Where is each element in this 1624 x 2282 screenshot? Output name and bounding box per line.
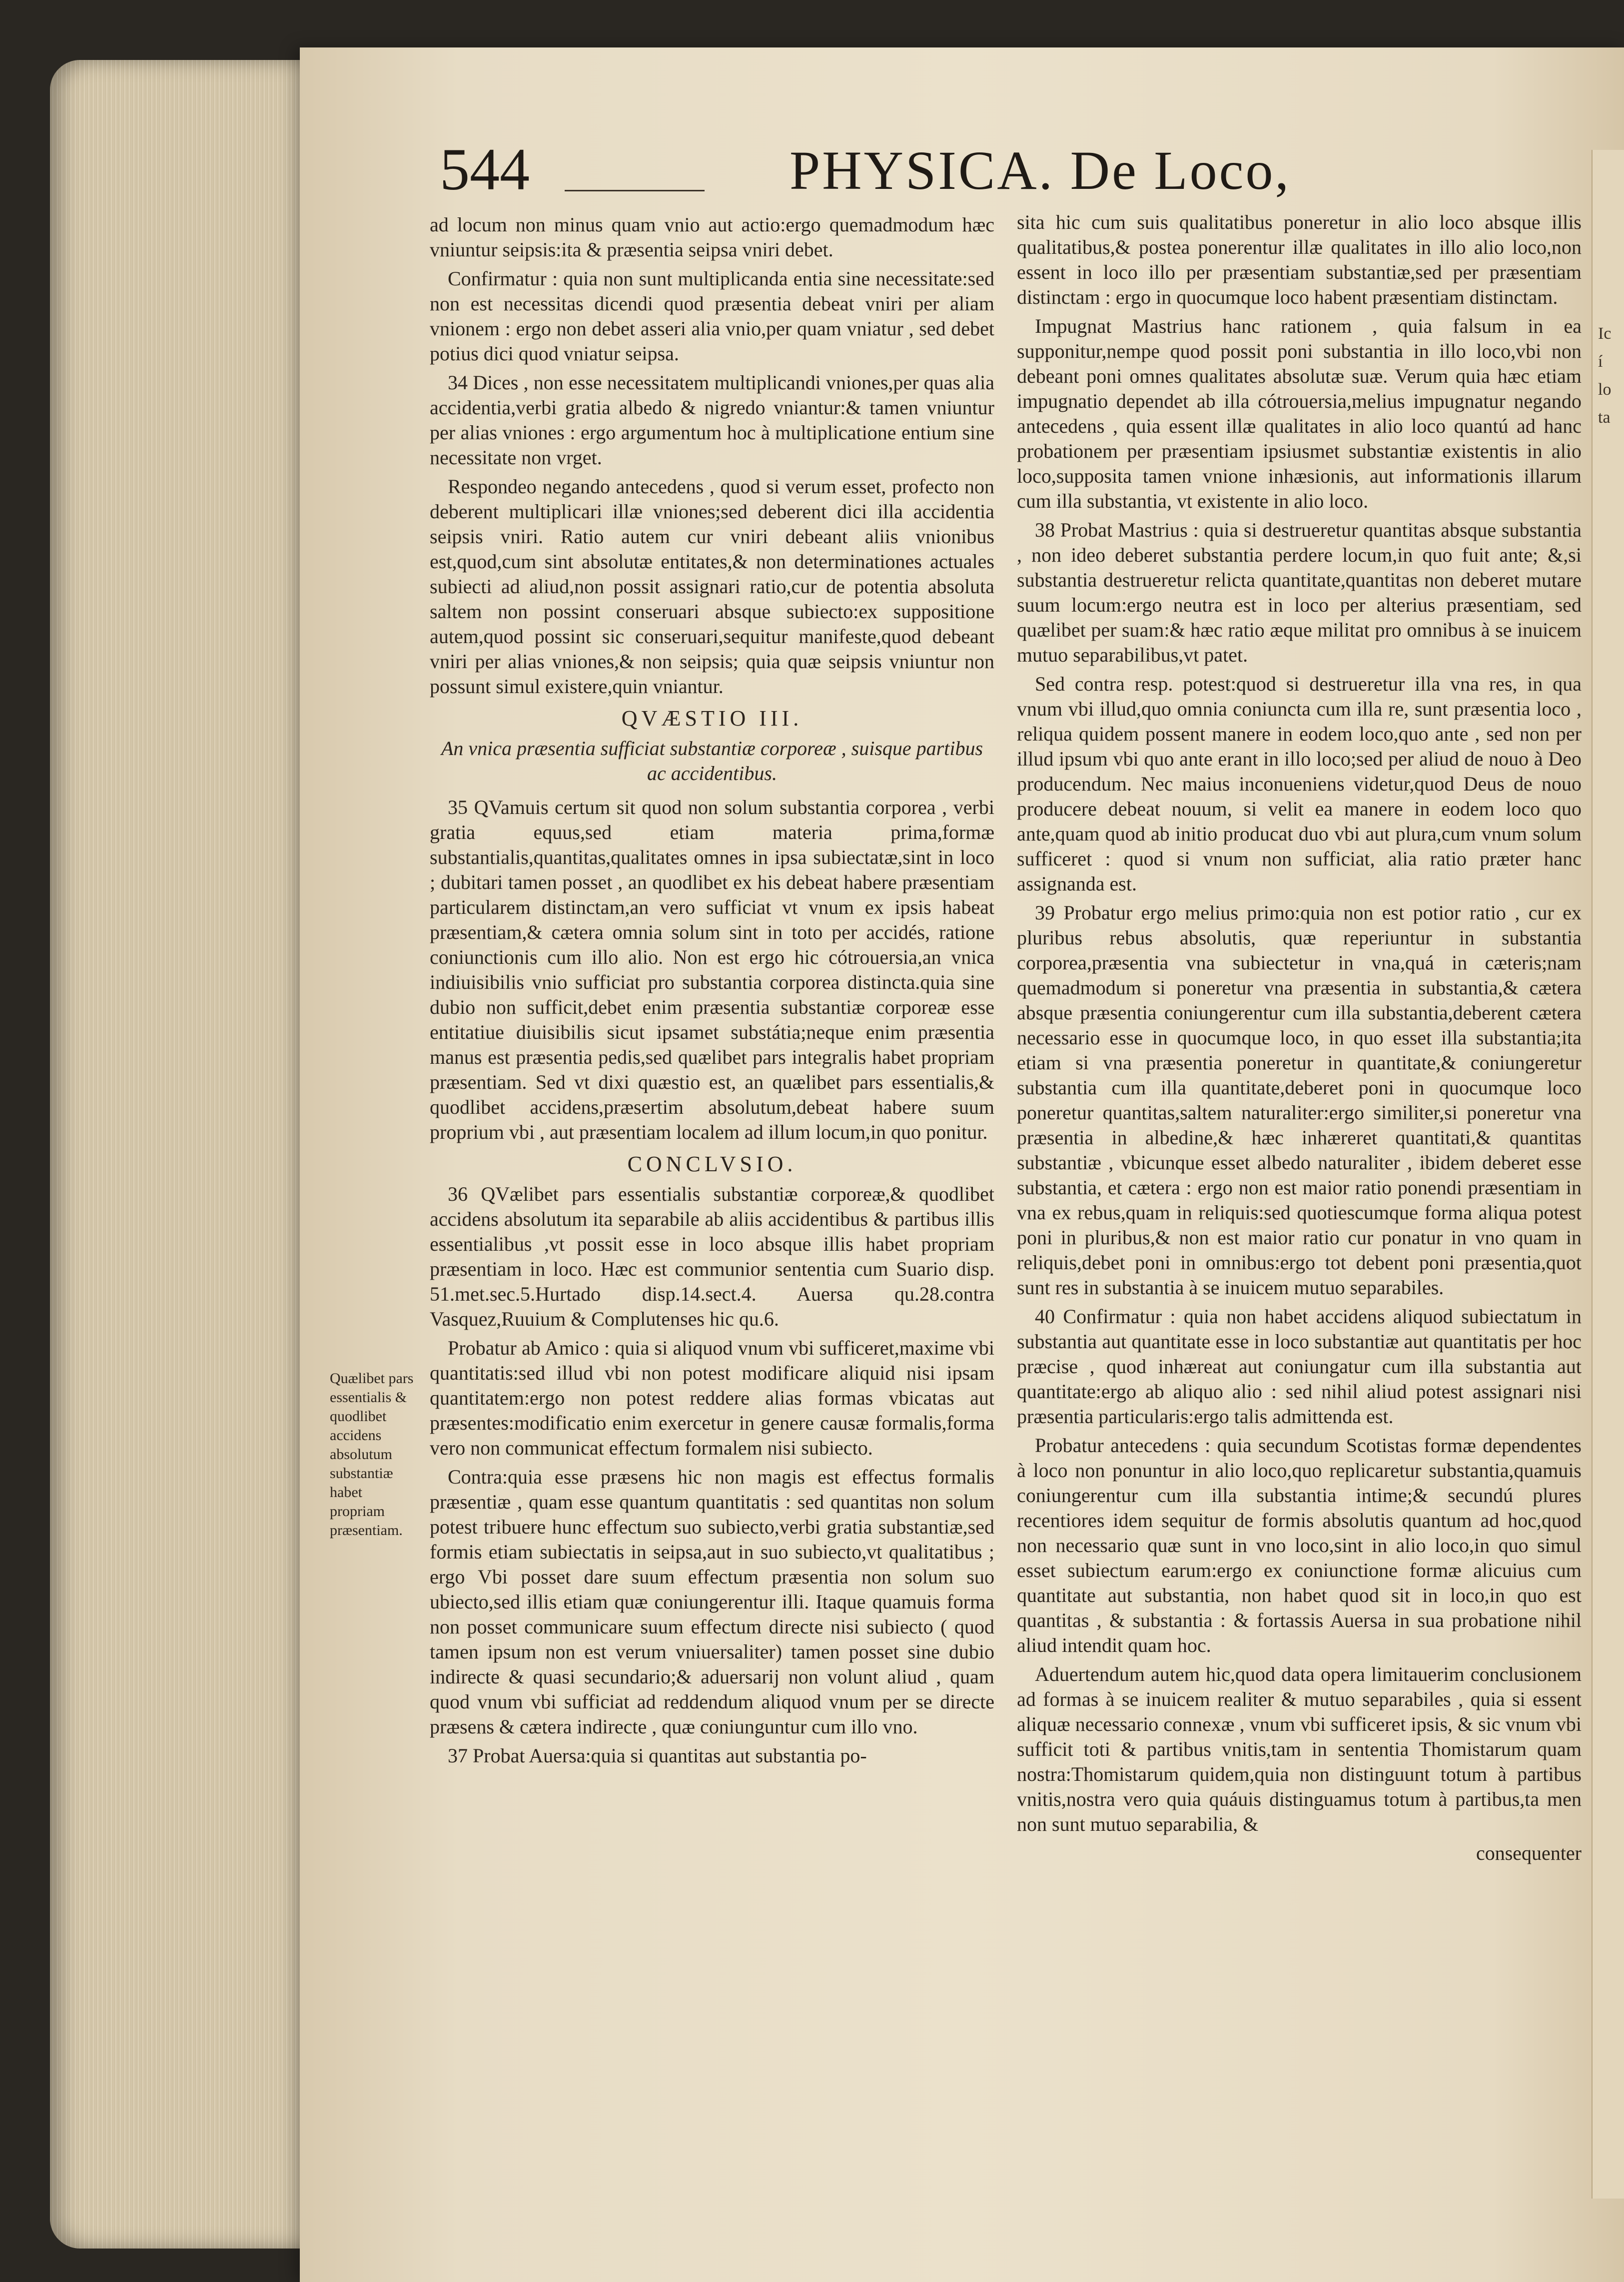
catchword: consequenter: [1476, 1842, 1582, 1864]
paragraph: Contra:quia esse præsens hic non magis est effectus formalis præsentiæ , quam esse quantum quantitatis : sed quantitas non solum potest tribuere hunc effectum suo subiecto,verbi gratia substantiæ,sed formis etiam subiectatis in seipsa,aut in suo subiecto,vt qualitatibus ; ergo Vbi posset dare suum effectum præsentia non solum suo ubiecto,sed illis etiam quæ coniungerentur illi. Itaque quamuis forma non posset communicare suum effectum directe nisi subiecto ( quod tamen ipsum non est verum vniuersaliter) tamen posset sine dubio indirecte & quasi secundario;& aduersarij non volunt aliud , quam quod vnum vbi sufficiat ad reddendum aliquod vnum per se directe præsens & cætera indirecte , quæ coniunguntur cum illo vno.: [430, 1466, 994, 1738]
margin-note: Quælibet pars essentialis & quodlibet accidens absolutum substantiæ habet propriam præsentiam.: [330, 1370, 414, 1538]
facing-page-edge: [1592, 150, 1624, 2199]
paragraph: 40 Confirmatur : quia non habet accidens aliquod subiectatum in substantia aut quantitate esse in loco substantiæ aut quantitatis per hoc præcise , quod inhæreat aut coniungatur cum illa substantia aut quantitate:ergo ab aliquo alio : sed nihil aliud potest assignari nisi præsentia particularis:ergo talis admittenda est.: [1017, 1305, 1582, 1428]
facing-page-fragments: [1598, 320, 1611, 432]
conclusion-heading: CONCLVSIO.: [627, 1152, 797, 1176]
paragraph: Impugnat Mastrius hanc rationem , quia falsum in ea supponitur,nempe quod possit poni substantia in illo loco,vbi non debeant poni omnes qualitates absolutæ suæ. Verum quia hæc etiam impugnatio dependet ab illa cótrouersia,melius impugnatur negando antecedens , quia essent illæ qualitates in alio loco quantú ad hanc probationem per præsentiam ipsiusmet substantiæ existentis in alio loco,supposita tamen vnione inhæsionis, aut informationis illarum cum illa substantia, vt existente in alio loco.: [1017, 315, 1582, 512]
header-rule: [565, 190, 705, 191]
paragraph: Probatur antecedens : quia secundum Scotistas formæ dependentes à loco non ponuntur in alio loco,quo replicaretur substantia,quamuis coniungerentur cum illa substantia intime;& secundú plures recentiores idem sequitur de formis absolutis quantum ad hoc,quod non necessario quæ sunt in vno loco,sint in alio loco,in quo simul esset subiectum earum:ergo ex coniunctione formæ alicuius cum quantitate aut substantia, non habet quod sit in loco,in quo est quantitas , & substantia : & fortassis Auersa in sua probatione nihil aliud intendit quam hoc.: [1017, 1434, 1582, 1656]
running-head: PHYSICA. De Loco,: [790, 140, 1291, 201]
book-page-edges: [50, 60, 310, 2249]
paragraph: Respondeo negando antecedens , quod si verum esset, profecto non deberent multiplicari illæ vniones;sed deberent dici illa accidentia seipsis vniri. Ratio autem cur vniri debeant aliis vnionibus est,quod,cum sint absolutæ entitates,& non determinationes actuales subiecti ad aliud,non possit assignari ratio,cur de potentia absoluta saltem non possint conseruari absque subiecto:ex suppositione autem,quod possint sic conseruari,sequitur manifeste,quod debeant vniri per alias vniones,& non seipsis; quia quæ seipsis vniuntur non possunt simul existere,quin vniantur.: [430, 475, 994, 698]
paragraph: 35 QVamuis certum sit quod non solum substantia corporea , verbi gratia equus,sed etiam materia prima,formæ substantialis,quantitas,qualitates omnes in ipsa subiectatæ,sint in loco ; dubitari tamen posset , an quodlibet ex his debeat habere præsentiam particularem distinctam,an vero sufficiat vt vnum ex ipsis habeat præsentiam,& cætera omnia solum sint in toto per accidés, ratione coniunctionis cum illo alio. Non est ergo hic cótrouersia,an vnica indiuisibilis vnio sufficiat pro substantia corporea distincta.quia sine dubio non sufficit,debet enim præsentia substantiæ corporeæ esse entitatiue diuisibilis sicut ipsamet substátia;neque enim præsentia manus est præsentia pedis,sed quælibet pars integralis habet propriam præsentiam. Sed vt dixi quæstio est, an quælibet pars essentialis,& quodlibet accidens,præsertim absolutum,debeat habere suum proprium vbi , aut præsentiam localem ad illum locum,in quo ponitur.: [430, 796, 994, 1143]
fragment: ta: [1598, 408, 1611, 427]
paragraph: 39 Probatur ergo melius primo:quia non est potior ratio , cur ex pluribus rebus absolutis, quæ reperiuntur in substantia corporea,præsentia vna subiectetur in vna,quá in cæteris;nam quemadmodum si poneretur vna præsentia in substantia,& cætera absque præsentia coniungerentur cum illa substantia,deberent cætera necessario esse in quocumque loco, in quo esset illa substantia;ita etiam si vna præsentia poneretur in quantitate,& coniungeretur substantia cum illa quantitate,deberet poni in quocumque loco poneretur quantitas,saltem naturaliter:ergo similiter,si poneretur vna præsentia in albedine,& hæc inhæreret quantitati,& quantitas substantiæ , vbicunque esset albedo naturaliter , ibidem deberet esse substantia, et cætera : ergo non est maior ratio ponendi præsentiam in vna ex rebus,quam in reliquis:sed quotiescumque forma aliqua potest poni in pluribus,& non est maior ratio cur ponatur in vno quam in reliquis,debet poni in omnibus:ergo tot debent poni præsentia,quot sunt res in substantia à se inuicem mutuo separabiles.: [1017, 901, 1582, 1299]
fragment: í: [1598, 352, 1603, 371]
page-number: 544: [440, 136, 530, 202]
paragraph: Confirmatur : quia non sunt multiplicanda entia sine necessitate:sed non est necessitas dicendi quod præsentia debeat vniri per aliam vnionem : ergo non debet asseri alia vnio,per quam vniatur , sed debet potius dici quod vniatur seipsa.: [430, 267, 994, 365]
paragraph: 37 Probat Auersa:quia si quantitas aut substantia po-: [448, 1744, 867, 1767]
page-header: [440, 135, 1529, 220]
paragraph: Probatur ab Amico : quia si aliquod vnum vbi sufficeret,maxime vbi quantitatis:sed illud vbi non potest modificare aliquid nisi ipsam quantitatem:ergo non potest reddere alias formas vbicatas aut præsentes:modificatio enim exercetur in genere causæ formalis,forma vero non communicat effectum formalem nisi subiecto.: [430, 1337, 994, 1459]
paragraph: 34 Dices , non esse necessitatem multiplicandi vniones,per quas alia accidentia,verbi gratia albedo & nigredo vniantur:& tamen vniuntur per alias vniones : ergo argumentum hoc à multiplicatione entium sine necessitate non vrget.: [430, 371, 994, 469]
paragraph: 36 QVælibet pars essentialis substantiæ corporeæ,& quodlibet accidens absolutum ita separabile ab aliis accidentibus & partibus illis essentialibus ,vt possit esse in loco absque illis habet propriam præsentiam in loco. Hæc est communior sententia cum Suario disp. 51.met.sec.5.Hurtado disp.14.sect.4. Auersa qu.28.contra Vasquez,Ruuium & Complutenses hic qu.6.: [430, 1183, 994, 1330]
paragraph: sita hic cum suis qualitatibus poneretur in alio loco absque illis qualitatibus,& postea ponerentur illæ qualitates in illo alio loco,non essent in loco illo per præsentiam substantiæ,sed per præsentiam distinctam : ergo in quocumque loco habent præsentiam distinctam.: [1017, 211, 1582, 308]
paragraph: ad locum non minus quam vnio aut actio:ergo quemadmodum hæc vniuntur seipsis:ita & præsentia seipsa vniri debet.: [430, 213, 994, 261]
fragment: Ic: [1598, 324, 1612, 343]
paragraph: Sed contra resp. potest:quod si destrueretur illa vna res, in qua vnum vbi illud,quo omnia coniuncta cum illa re, sunt præsentia loco , reliqua quidem possent manere in eodem loco,quo ante , sed non per illud ipsum vbi quo ante erant in illo loco;sed per aliud de nouo à Deo producendum. Nec maius inconueniens videtur,quod Deus de nouo producere debeat nouum, si velit ea manere in eodem loco quo ante,quam quod ab initio producat duo vbi aut plura,cum vnum solum sufficeret : quod si vnum non sufficiat, alia ratio præter hanc assignanda est.: [1017, 673, 1582, 895]
fragment: lo: [1598, 380, 1612, 399]
right-column: [1017, 210, 1582, 1870]
left-column: [430, 212, 994, 1772]
question-heading: QVÆSTIO III.: [621, 706, 803, 731]
question-title: An vnica præsentia sufficiat substantiæ corporeæ , suisque partibus ac accidentibus.: [441, 737, 983, 784]
paragraph: Aduertendum autem hic,quod data opera limitauerim conclusionem ad formas à se inuicem realiter & mutuo separabiles , quia si essent aliquæ necessario connexæ , vnum vbi sufficeret ipsis, & sic vnum vbi sufficit toti & partibus vnitis,tam in sententia Thomistarum quam nostra:Thomistarum quidem,quia non distinguunt totum à partibus vnitis,nostra vero quia quáuis distinguamus totum à partibus,ta men non sunt mutuo separabilia, &: [1017, 1663, 1582, 1835]
paragraph: 38 Probat Mastrius : quia si destrueretur quantitas absque substantia , non ideo deberet substantia perdere locum,in quo fuit ante; &,si substantia destrueretur relicta quantitate,quantitas non deberet mutare suum locum:ergo neutra est in loco per alterius præsentiam, sed quælibet per suam:& hæc ratio æque militat pro omnibus à se inuicem mutuo separabilibus,vt patet.: [1017, 519, 1582, 666]
